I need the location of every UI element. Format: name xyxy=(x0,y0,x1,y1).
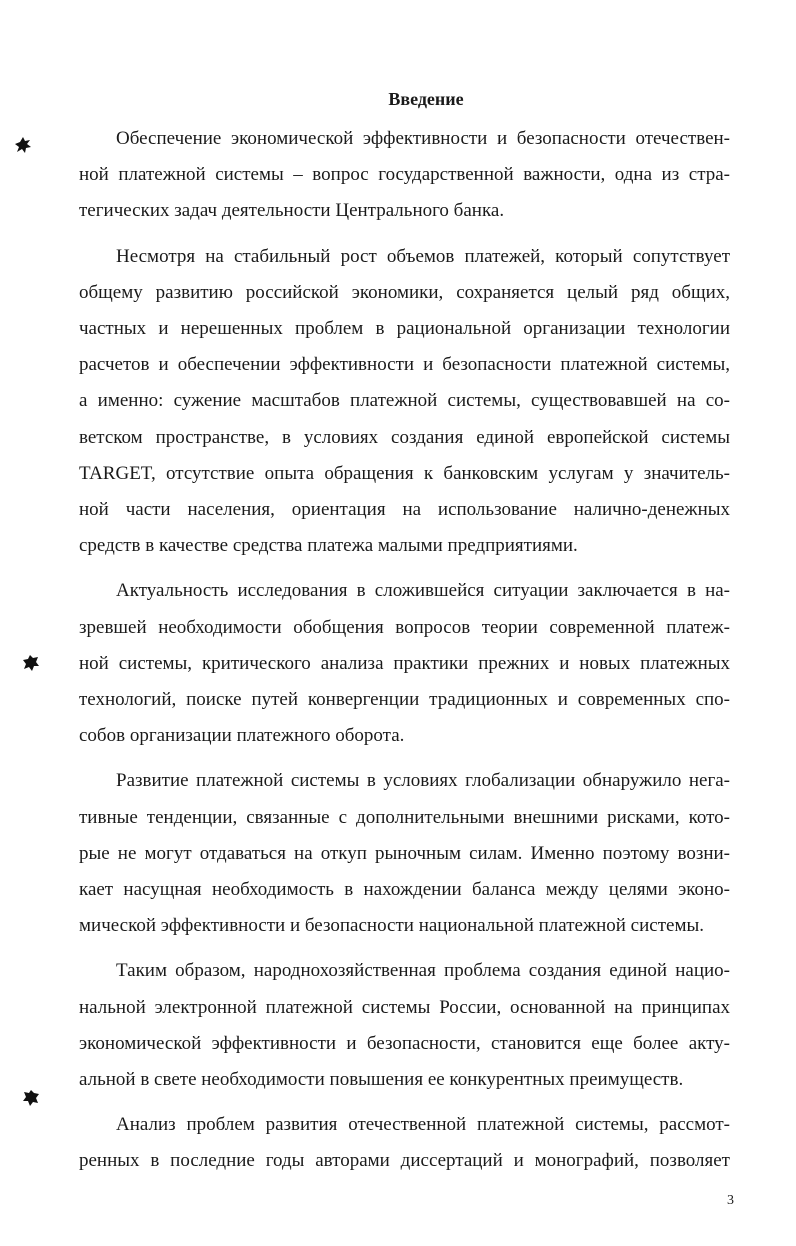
paragraph xyxy=(79,573,730,754)
text-line: Анализ проблем развития отечественной платежной системы, рассмот- xyxy=(116,1114,730,1136)
text-line: технологий, поиске путей конвергенции традиционных и современных спо- xyxy=(79,689,730,711)
ink-blot-icon xyxy=(22,1089,40,1107)
page-number: 3 xyxy=(727,1193,734,1208)
text-line: ной системы, критического анализа практики прежних и новых платежных xyxy=(79,652,730,674)
text-line: ной платежной системы – вопрос государственной важности, одна из стра- xyxy=(79,164,730,186)
text-line: расчетов и обеспечении эффективности и безопасности платежной системы, xyxy=(79,354,730,376)
body-text xyxy=(79,121,730,1180)
text-line: средств в качестве средства платежа малыми предприятиями. xyxy=(79,535,578,557)
text-line: ветском пространстве, в условиях создания единой европейской системы xyxy=(79,426,730,448)
text-line: Таким образом, народнохозяйственная проблема создания единой нацио- xyxy=(116,960,730,982)
text-line: Развитие платежной системы в условиях глобализации обнаружило нега- xyxy=(116,770,730,792)
text-line: Актуальность исследования в сложившейся ситуации заключается в на- xyxy=(116,580,730,602)
text-line: зревшей необходимости обобщения вопросов теории современной платеж- xyxy=(79,616,730,638)
text-line: тегических задач деятельности Центрального банка. xyxy=(79,200,505,222)
text-line: альной в свете необходимости повышения ее конкурентных преимуществ. xyxy=(79,1069,684,1091)
paragraph xyxy=(79,1107,730,1179)
text-line: кает насущная необходимость в нахождении баланса между целями эконо- xyxy=(79,879,730,901)
text-line: ренных в последние годы авторами диссертаций и монографий, позволяет xyxy=(79,1150,730,1172)
text-line: нальной электронной платежной системы России, основанной на принципах xyxy=(79,996,730,1018)
paragraph xyxy=(79,953,730,1098)
text-line: ной части населения, ориентация на использование налично-денежных xyxy=(79,499,730,521)
page-title: Введение xyxy=(388,89,464,109)
paragraph xyxy=(79,239,730,565)
text-line: а именно: сужение масштабов платежной системы, существовавшей на со- xyxy=(79,390,730,412)
ink-blot-icon xyxy=(14,136,32,154)
text-line: общему развитию российской экономики, сохраняется целый ряд общих, xyxy=(79,281,730,303)
text-line: тивные тенденции, связанные с дополнительными внешними рисками, кото- xyxy=(79,806,730,828)
text-line: TARGET, отсутствие опыта обращения к банковским услугам у значитель- xyxy=(79,462,730,484)
text-line: экономической эффективности и безопасности, становится еще более акту- xyxy=(79,1032,730,1054)
paragraph xyxy=(79,121,730,230)
paragraph xyxy=(79,763,730,944)
text-line: собов организации платежного оборота. xyxy=(79,725,405,747)
text-line: частных и нерешенных проблем в рациональной организации технологии xyxy=(79,318,730,340)
text-line: Обеспечение экономической эффективности и безопасности отечествен- xyxy=(116,128,730,149)
ink-blot-icon xyxy=(22,654,40,672)
text-line: мической эффективности и безопасности национальной платежной системы. xyxy=(79,915,704,937)
text-line: рые не могут отдаваться на откуп рыночным силам. Именно поэтому возни- xyxy=(79,842,730,864)
text-line: Несмотря на стабильный рост объемов платежей, который сопутствует xyxy=(116,245,730,267)
